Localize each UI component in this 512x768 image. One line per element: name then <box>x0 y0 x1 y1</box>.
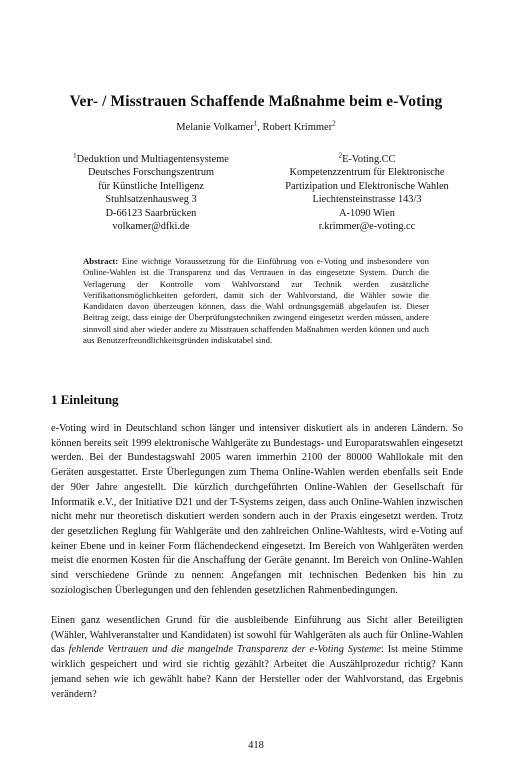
body-paragraph <box>51 614 463 702</box>
author-name: Melanie Volkamer <box>176 122 254 133</box>
author-name: Robert Krimmer <box>262 122 333 133</box>
affiliation-line: A-1090 Wien <box>339 207 395 219</box>
abstract-label: Abstract: <box>83 256 119 266</box>
abstract-text: Eine wichtige Voraussetzung für die Einführung von e-Voting und insbesondere von Online-Wahlen ist die Transparenz und das Vertrauen in das eingesetzte System. Durch die Verlagerung der Kontrolle vom Wahlvorstand zur Technik werden zusätzliche Verifikationsmöglichkeiten gefordert, damit sich der Wahlvorstand, die Wähler sowie die Kandidaten davon überzeugen können, dass die Wahl ordnungsgemäß abgelaufen ist. Dieser Beitrag zeigt, dass einige der Überprüfungstechniken zwingend eingesetzt werden müssen, andere sinnvoll sind aber wieder andere zu Misstrauen schaffenden Maßnahmen werden können und auch aus Benutzerfreundlichkeitsgründen indiskutabel sind. <box>83 256 429 346</box>
body-paragraph: e-Voting wird in Deutschland schon länger und intensiver diskutiert als in anderen Ländern. So können bereits seit 1999 elektronische Wahlgeräte zu Bundestags- und Europaratswahlen eingesetzt werden. Bei der Bundestagswahl 2005 waren immerhin 2100 der 80000 Wahllokale mit den Geräten ausgestattet. Erste Überlegungen zum Thema Online-Wahlen werden ebenfalls seit Ende der 90er Jahre angestellt. Die kürzlich durchgeführten Online-Wahlen der Gesellschaft für Informatik e.V., der Initiative D21 und der T-Systems zeigen, dass auch Online-Wahlen inzwischen nicht mehr nur theoretisch diskutiert werden sondern auch in der Praxis eingesetzt werden. Trotz der gesetzlichen Reglung für Wahlgeräte und den zahlreichen Online-Wahltests, wird e-Voting auf keiner Ebene und in keiner Form flächendeckend eingesetzt. Im Bereich von Wahlgeräten werden meist die enormen Kosten für die Anschaffung der Geräte genannt. Im Bereich von Online-Wahlen sind verschiedene Gründe zu nennen: Angefangen mit technischen Bedenken bis hin zu soziologischen Überlegungen und den fehlenden gesetzlichen Rahmenbedingungen. <box>51 423 463 596</box>
affiliation-line: Deutsches Forschungszentrum <box>87 167 215 179</box>
paragraph-text: Einen ganz wesentlichen Grund für die ausbleibende Einführung aus Sicht aller Beteiligten (Wähler, Wahlveranstalter und Kandidaten) ist sowohl für Wahlgeräten als auch für Online-Wahlen das <box>51 615 463 656</box>
affiliation-line <box>272 153 462 166</box>
affiliation-text: Deduktion und Multiagentensysteme <box>76 154 229 165</box>
page-number: 418 <box>248 740 264 751</box>
paragraph-text: : Ist meine Stimme wirklich gespeichert und wird sie richtig gezählt? Arbeitet die Auszählprozedur richtig? Kann jemand sehen wie ich gewählt habe? Kann der Hersteller oder der Wahlvorstand, das Ergebnis verändern? <box>51 644 463 700</box>
affiliation-email: r.krimmer@e-voting.cc <box>318 221 416 233</box>
affiliation-line: Partizipation und Elektronische Wahlen <box>285 180 449 192</box>
affiliation-line <box>56 153 246 166</box>
affiliation-line: für Künstliche Intelligenz <box>98 180 204 192</box>
author-separator: , <box>257 122 263 133</box>
affiliation-email: volkamer@dfki.de <box>112 221 190 233</box>
author-superscript: 1 <box>253 119 258 128</box>
author-superscript: 2 <box>332 119 336 128</box>
affiliation-text: E-Voting.CC <box>342 154 396 165</box>
author-line <box>0 119 512 133</box>
affiliation-line: D-66123 Saarbrücken <box>105 207 197 219</box>
emphasized-text: fehlende Vertrauen und die mangelnde Transparenz der e-Voting Systeme <box>68 644 381 656</box>
affiliation-line: Liechtensteinstrasse 143/3 <box>312 194 422 206</box>
section-heading: 1 Einleitung <box>51 392 119 407</box>
affiliation-superscript: 1 <box>73 151 77 160</box>
affiliation-line: Stuhlsatzenhausweg 3 <box>105 194 197 206</box>
affiliation-block <box>56 153 246 233</box>
affiliation-block <box>272 153 462 233</box>
paper-title: Ver- / Misstrauen Schaffende Maßnahme beim e-Voting <box>69 93 443 110</box>
abstract <box>83 256 429 346</box>
affiliation-line: Kompetenzzentrum für Elektronische <box>289 167 445 179</box>
affiliation-superscript: 2 <box>338 151 343 160</box>
